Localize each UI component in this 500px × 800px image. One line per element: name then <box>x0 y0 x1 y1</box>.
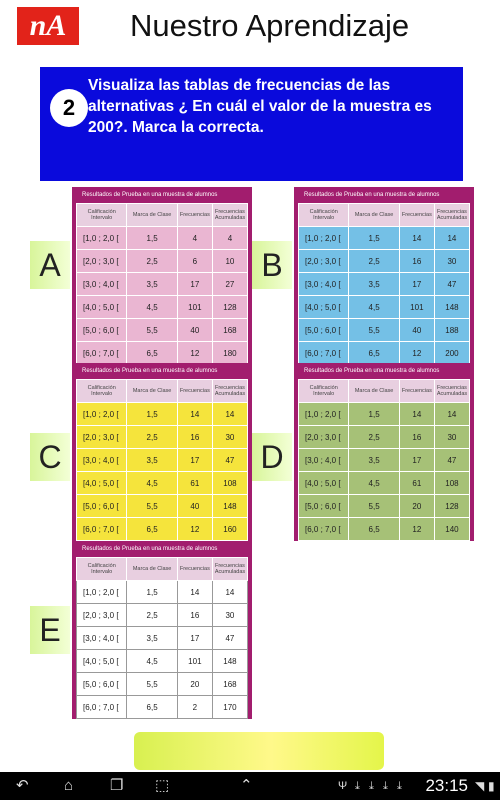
table-cell: [3,0 ; 4,0 [ <box>77 273 127 296</box>
table-cell: [4,0 ; 5,0 [ <box>299 472 349 495</box>
table-row <box>77 426 248 449</box>
table-cell: 1,5 <box>127 227 177 250</box>
table-cell: 14 <box>212 581 247 604</box>
table-cell: 1,5 <box>127 581 177 604</box>
table-row <box>77 296 248 319</box>
table-row <box>299 472 470 495</box>
table-cell: 14 <box>212 403 247 426</box>
column-header: Calificación Intervalo <box>299 204 349 227</box>
table-cell: 17 <box>177 627 212 650</box>
table-cell: 6,5 <box>127 696 177 719</box>
table-cell: 40 <box>177 495 212 518</box>
option-e-button[interactable]: E <box>30 606 70 654</box>
table-cell: 6,5 <box>349 342 399 365</box>
app-logo: nA <box>17 7 79 45</box>
table-row <box>77 250 248 273</box>
column-header: Frecuencias <box>399 380 434 403</box>
table-row <box>77 273 248 296</box>
table-title: Resultados de Prueba en una muestra de alumnos <box>76 187 248 203</box>
table-row <box>299 403 470 426</box>
up-chevron-icon[interactable]: ⌃ <box>240 777 253 794</box>
option-b-button[interactable]: B <box>252 241 292 289</box>
usb-icon: Ψ <box>338 780 348 792</box>
table-row <box>77 518 248 541</box>
table-cell: [6,0 ; 7,0 [ <box>77 696 127 719</box>
table-cell: [2,0 ; 3,0 [ <box>299 250 349 273</box>
table-title: Resultados de Prueba en una muestra de alumnos <box>298 187 470 203</box>
table-cell: 200 <box>434 342 469 365</box>
table-row <box>77 673 248 696</box>
table-cell: 3,5 <box>349 273 399 296</box>
table-row <box>299 342 470 365</box>
table-cell: [4,0 ; 5,0 [ <box>77 296 127 319</box>
option-d-button[interactable]: D <box>252 433 292 481</box>
table-cell: [6,0 ; 7,0 [ <box>299 518 349 541</box>
table-row <box>77 319 248 342</box>
table-cell: 5,5 <box>127 319 177 342</box>
frequency-table-c[interactable] <box>76 363 248 541</box>
table-cell: 170 <box>212 696 247 719</box>
table-cell: 3,5 <box>349 449 399 472</box>
table-cell: 180 <box>212 342 247 365</box>
table-cell: [2,0 ; 3,0 [ <box>299 426 349 449</box>
table-cell: 3,5 <box>127 627 177 650</box>
table-cell: 47 <box>212 627 247 650</box>
question-box <box>40 67 463 181</box>
table-cell: [4,0 ; 5,0 [ <box>77 650 127 673</box>
table-row <box>299 319 470 342</box>
table-cell: 17 <box>399 273 434 296</box>
table-cell: 6,5 <box>127 342 177 365</box>
question-text: Visualiza las tablas de frecuencias de las alternativas ¿ En cuál el valor de la muestra es 200?. Marca la correcta. <box>88 77 432 136</box>
table-row <box>77 696 248 719</box>
table-cell: 4,5 <box>127 472 177 495</box>
table-cell: [5,0 ; 6,0 [ <box>77 673 127 696</box>
table-cell: 17 <box>177 273 212 296</box>
frequency-table <box>76 379 248 541</box>
table-cell: 1,5 <box>349 227 399 250</box>
table-row <box>299 227 470 250</box>
column-header: Frecuencias <box>399 204 434 227</box>
option-c-button[interactable]: C <box>30 433 70 481</box>
table-cell: 160 <box>212 518 247 541</box>
table-cell: [2,0 ; 3,0 [ <box>77 426 127 449</box>
table-cell: 5,5 <box>349 319 399 342</box>
table-cell: 2,5 <box>127 604 177 627</box>
table-cell: [6,0 ; 7,0 [ <box>299 342 349 365</box>
frequency-table <box>76 203 248 365</box>
table-cell: [1,0 ; 2,0 [ <box>299 403 349 426</box>
table-row <box>299 495 470 518</box>
table-cell: 27 <box>212 273 247 296</box>
wifi-icon: ◥ <box>475 779 485 793</box>
table-cell: 30 <box>212 604 247 627</box>
table-cell: 148 <box>212 650 247 673</box>
table-cell: 108 <box>434 472 469 495</box>
table-cell: [1,0 ; 2,0 [ <box>77 227 127 250</box>
column-header: Marca de Clase <box>127 380 177 403</box>
table-cell: 14 <box>434 227 469 250</box>
table-cell: 12 <box>177 518 212 541</box>
table-cell: [6,0 ; 7,0 [ <box>77 518 127 541</box>
table-cell: 14 <box>399 403 434 426</box>
table-cell: 10 <box>212 250 247 273</box>
table-row <box>77 472 248 495</box>
table-cell: 4 <box>212 227 247 250</box>
table-cell: 20 <box>177 673 212 696</box>
back-icon[interactable]: ↶ <box>16 777 29 794</box>
table-cell: [6,0 ; 7,0 [ <box>77 342 127 365</box>
table-cell: [4,0 ; 5,0 [ <box>77 472 127 495</box>
table-row <box>299 296 470 319</box>
table-cell: 188 <box>434 319 469 342</box>
table-side-bar <box>294 363 298 541</box>
table-cell: 14 <box>177 403 212 426</box>
column-header: Calificación Intervalo <box>299 380 349 403</box>
table-row <box>77 342 248 365</box>
table-cell: 16 <box>399 426 434 449</box>
table-cell: 2,5 <box>127 250 177 273</box>
table-cell: 6,5 <box>349 518 399 541</box>
table-cell: 4,5 <box>127 296 177 319</box>
table-cell: 2,5 <box>349 426 399 449</box>
table-cell: 148 <box>434 296 469 319</box>
column-header: Frecuencias Acumuladas <box>212 380 247 403</box>
table-cell: 61 <box>177 472 212 495</box>
table-cell: 30 <box>434 250 469 273</box>
frequency-table-d[interactable] <box>298 363 470 541</box>
table-cell: 12 <box>177 342 212 365</box>
table-cell: 40 <box>177 319 212 342</box>
column-header: Calificación Intervalo <box>77 380 127 403</box>
table-cell: 30 <box>212 426 247 449</box>
option-a-button[interactable]: A <box>30 241 70 289</box>
table-cell: 5,5 <box>349 495 399 518</box>
table-cell: [5,0 ; 6,0 [ <box>299 495 349 518</box>
table-title: Resultados de Prueba en una muestra de alumnos <box>298 363 470 379</box>
table-cell: 17 <box>399 449 434 472</box>
table-cell: [2,0 ; 3,0 [ <box>77 604 127 627</box>
table-row <box>77 650 248 673</box>
download-icon: ⤓ <box>397 780 402 792</box>
table-cell: [1,0 ; 2,0 [ <box>77 403 127 426</box>
table-cell: [5,0 ; 6,0 [ <box>77 319 127 342</box>
column-header: Frecuencias <box>177 558 212 581</box>
download-icon: ⤓ <box>355 780 360 792</box>
table-cell: [1,0 ; 2,0 [ <box>77 581 127 604</box>
table-title: Resultados de Prueba en una muestra de alumnos <box>76 363 248 379</box>
next-button[interactable] <box>134 732 384 770</box>
battery-icon: ▮ <box>488 779 495 793</box>
table-cell: 14 <box>399 227 434 250</box>
table-cell: [3,0 ; 4,0 [ <box>77 449 127 472</box>
table-cell: 20 <box>399 495 434 518</box>
system-navigation-bar <box>0 772 500 800</box>
table-row <box>77 604 248 627</box>
table-cell: [4,0 ; 5,0 [ <box>299 296 349 319</box>
table-cell: 168 <box>212 319 247 342</box>
table-row <box>77 627 248 650</box>
table-cell: 101 <box>177 650 212 673</box>
table-row <box>299 426 470 449</box>
table-row <box>77 227 248 250</box>
table-cell: 16 <box>399 250 434 273</box>
table-cell: 2,5 <box>349 250 399 273</box>
screenshot-icon[interactable]: ⬚ <box>155 777 170 794</box>
table-cell: 128 <box>434 495 469 518</box>
table-cell: 128 <box>212 296 247 319</box>
table-cell: [5,0 ; 6,0 [ <box>299 319 349 342</box>
table-cell: 6 <box>177 250 212 273</box>
table-side-bar <box>470 187 474 365</box>
table-cell: 47 <box>434 449 469 472</box>
table-cell: [3,0 ; 4,0 [ <box>299 449 349 472</box>
table-cell: 16 <box>177 604 212 627</box>
table-row <box>299 273 470 296</box>
column-header: Frecuencias Acumuladas <box>434 204 469 227</box>
table-side-bar <box>72 187 76 365</box>
table-side-bar <box>248 541 252 719</box>
download-icon: ⤓ <box>369 780 374 792</box>
table-title: Resultados de Prueba en una muestra de alumnos <box>76 541 248 557</box>
table-side-bar <box>294 187 298 365</box>
table-row <box>299 250 470 273</box>
page-title: Nuestro Aprendizaje <box>130 8 410 43</box>
table-row <box>299 449 470 472</box>
column-header: Frecuencias <box>177 380 212 403</box>
table-side-bar <box>248 187 252 365</box>
table-side-bar <box>72 541 76 719</box>
download-icon: ⤓ <box>383 780 388 792</box>
table-side-bar <box>470 363 474 541</box>
table-cell: [3,0 ; 4,0 [ <box>77 627 127 650</box>
table-cell: 3,5 <box>127 449 177 472</box>
table-cell: 4 <box>177 227 212 250</box>
table-cell: [5,0 ; 6,0 [ <box>77 495 127 518</box>
table-cell: [1,0 ; 2,0 [ <box>299 227 349 250</box>
table-cell: 4,5 <box>349 472 399 495</box>
recent-apps-icon[interactable]: ❐ <box>110 777 124 794</box>
frequency-table <box>298 203 470 365</box>
table-cell: 30 <box>434 426 469 449</box>
column-header: Marca de Clase <box>127 204 177 227</box>
frequency-table-b[interactable] <box>298 187 470 365</box>
table-cell: 61 <box>399 472 434 495</box>
table-cell: 2 <box>177 696 212 719</box>
table-cell: 168 <box>212 673 247 696</box>
frequency-table <box>76 557 248 719</box>
table-cell: 17 <box>177 449 212 472</box>
column-header: Frecuencias Acumuladas <box>212 558 247 581</box>
table-cell: 40 <box>399 319 434 342</box>
table-cell: 101 <box>399 296 434 319</box>
table-cell: 1,5 <box>127 403 177 426</box>
table-cell: 6,5 <box>127 518 177 541</box>
table-cell: 4,5 <box>349 296 399 319</box>
table-cell: 5,5 <box>127 673 177 696</box>
question-number: 2 <box>50 89 88 127</box>
table-cell: 14 <box>434 403 469 426</box>
frequency-table <box>298 379 470 541</box>
column-header: Marca de Clase <box>349 204 399 227</box>
table-cell: 14 <box>177 581 212 604</box>
column-header: Marca de Clase <box>349 380 399 403</box>
column-header: Calificación Intervalo <box>77 558 127 581</box>
table-row <box>77 403 248 426</box>
table-cell: 2,5 <box>127 426 177 449</box>
column-header: Marca de Clase <box>127 558 177 581</box>
table-cell: 108 <box>212 472 247 495</box>
table-row <box>299 518 470 541</box>
table-cell: 16 <box>177 426 212 449</box>
home-icon[interactable]: ⌂ <box>64 777 74 794</box>
column-header: Frecuencias <box>177 204 212 227</box>
table-side-bar <box>72 363 76 541</box>
table-cell: [2,0 ; 3,0 [ <box>77 250 127 273</box>
table-cell: 3,5 <box>127 273 177 296</box>
column-header: Frecuencias Acumuladas <box>434 380 469 403</box>
table-cell: 101 <box>177 296 212 319</box>
table-cell: 47 <box>212 449 247 472</box>
table-cell: 140 <box>434 518 469 541</box>
clock: 23:15 <box>425 776 468 795</box>
table-cell: 47 <box>434 273 469 296</box>
column-header: Frecuencias Acumuladas <box>212 204 247 227</box>
table-row <box>77 449 248 472</box>
table-side-bar <box>248 363 252 541</box>
table-cell: 12 <box>399 518 434 541</box>
column-header: Calificación Intervalo <box>77 204 127 227</box>
table-cell: 148 <box>212 495 247 518</box>
frequency-table-a[interactable] <box>76 187 248 365</box>
frequency-table-e[interactable] <box>76 541 248 719</box>
table-cell: [3,0 ; 4,0 [ <box>299 273 349 296</box>
table-cell: 1,5 <box>349 403 399 426</box>
table-cell: 5,5 <box>127 495 177 518</box>
table-row <box>77 581 248 604</box>
table-cell: 12 <box>399 342 434 365</box>
table-row <box>77 495 248 518</box>
table-cell: 4,5 <box>127 650 177 673</box>
